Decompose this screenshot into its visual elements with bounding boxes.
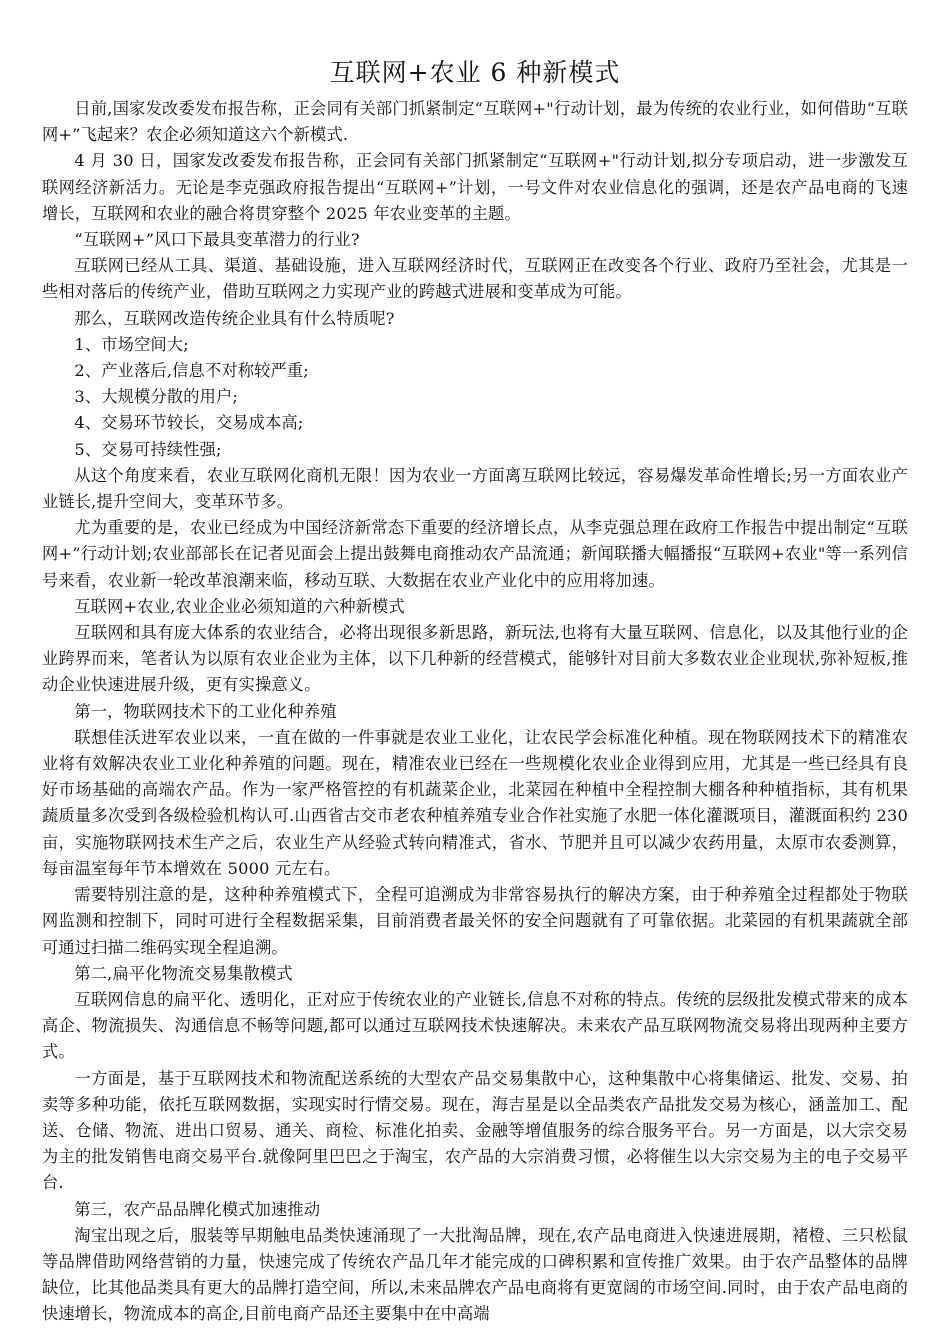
section-heading: 互联网+农业,农业企业必须知道的六种新模式 — [74, 596, 405, 616]
paragraph: 从这个角度来看，农业互联网化商机无限！因为农业一方面离互联网比较远，容易爆发革命性增长;另一方面农业产业链长,提升空间大，变革环节多。 — [42, 465, 908, 512]
paragraph: 互联网信息的扁平化、透明化，正对应于传统农业的产业链长,信息不对称的特点。传统的层级批发模式带来的成本高企、物流损失、沟通信息不畅等问题,都可以通过互联网技术快速解决。未来农产品互联网物流交易将出现两种主要方式。 — [42, 989, 908, 1062]
paragraph: 互联网已经从工具、渠道、基础设施，进入互联网经济时代，互联网正在改变各个行业、政府乃至社会，尤其是一些相对落后的传统产业，借助互联网之力实现产业的跨越式进展和变革成为可能。 — [42, 256, 908, 302]
paragraph: 需要特别注意的是，这种种养殖模式下，全程可追溯成为非常容易执行的解决方案，由于种养殖全过程都处于物联网监测和控制下，同时可进行全程数据采集，目前消费者最关怀的安全问题就有了可靠依据。北菜园的有机果蔬就全部可通过扫描二维码实现全程追溯。 — [42, 885, 908, 957]
list-item: 1、市场空间大; — [74, 334, 189, 354]
list-item: 4、交易环节较长，交易成本高; — [74, 413, 304, 433]
paragraph: 一方面是，基于互联网技术和物流配送系统的大型农产品交易集散中心，这种集散中心将集储运、批发、交易、拍卖等多种功能，依托互联网数据，实现实时行情交易。现在，海吉星是以全品类农产品批发交易为核心，涵盖加工、配送、仓储、物流、进出口贸易、通关、商检、标准化拍卖、金融等增值服务的综合服务平台。另一方面是，以大宗交易为主的批发销售电商交易平台.就像阿里巴巴之于淘宝，农产品的大宗消费习惯，必将催生以大宗交易为主的电子交易平台. — [42, 1068, 908, 1193]
paragraph: 尤为重要的是，农业已经成为中国经济新常态下重要的经济增长点，从李克强总理在政府工作报告中提出制定“互联网+”行动计划;农业部部长在记者见面会上提出鼓舞电商推动农产品流通；新闻联播大幅播报“互联网+农业"等一系列信号来看，农业新一轮改革浪潮来临，移动互联、大数据在农业产业化中的应用将加速。 — [42, 518, 908, 590]
paragraph: 日前,国家发改委发布报告称，正会同有关部门抓紧制定“互联网+"行动计划，最为传统的农业行业，如何借助“互联网+”飞起来？农企必须知道这六个新模式. — [42, 99, 908, 145]
list-item: 5、交易可持续性强; — [74, 439, 222, 459]
document-body — [42, 96, 908, 1328]
paragraph: 4 月 30 日，国家发改委发布报告称，正会同有关部门抓紧制定“互联网+"行动计划,拟分专项启动，进一步激发互联网经济新活力。无论是李克强政府报告提出“互联网+”计划，一号文件对农业信息化的强调，还是农产品电商的飞速增长，互联网和农业的融合将贯穿整个 2025 年农业变革的主题。 — [42, 151, 908, 223]
list-item: 3、大规模分散的用户; — [74, 387, 239, 407]
paragraph: 淘宝出现之后，服装等早期触电品类快速涌现了一大批淘品牌，现在,农产品电商进入快速进展期，褚橙、三只松鼠等品牌借助网络营销的力量，快速完成了传统农产品几年才能完成的口碑积累和宣传推广效果。由于农产品整体的品牌缺位，比其他品类具有更大的品牌打造空间，所以,未来品牌农产品电商将有更宽阔的市场空间.同时，由于农产品电商的快速增长，物流成本的高企,目前电商产品还主要集中在中高端 — [42, 1225, 908, 1324]
section-heading: 第一，物联网技术下的工业化种养殖 — [74, 701, 337, 721]
section-heading: 第三，农产品品牌化模式加速推动 — [74, 1199, 321, 1219]
document-title: 互联网+农业 6 种新模式 — [329, 58, 621, 87]
section-heading: 第二,扁平化物流交易集散模式 — [74, 963, 293, 983]
paragraph: 互联网和具有庞大体系的农业结合，必将出现很多新思路，新玩法,也将有大量互联网、信息化，以及其他行业的企业跨界而来，笔者认为以原有农业企业为主体，以下几种新的经营模式，能够针对目前大多数农业企业现状,弥补短板,推动企业快速进展升级，更有实操意义。 — [42, 623, 908, 695]
section-heading: “互联网+”风口下最具变革潜力的行业? — [74, 230, 360, 250]
paragraph: 联想佳沃进军农业以来，一直在做的一件事就是农业工业化，让农民学会标准化种植。现在物联网技术下的精准农业将有效解决农业工业化种养殖的问题。现在，精准农业已经在一些规模化农业企业得到应用，尤其是一些已经具有良好市场基础的高端农产品。作为一家严格管控的有机蔬菜企业，北菜园在种植中全程控制大棚各种种植指标，其有机果蔬质量多次受到各级检验机构认可.山西省古交市老农种植养殖专业合作社实施了水肥一体化灌溉项目，灌溉面积约 230 亩，实施物联网技术生产之后，农业生产从经验式转向精准式，省水、节肥并且可以减少农药用量，太原市农委测算，每亩温室每年节本增效在 5000 元左右。 — [42, 727, 908, 878]
list-item: 2、产业落后,信息不对称较严重; — [74, 361, 309, 381]
paragraph: 那么，互联网改造传统企业具有什么特质呢? — [74, 308, 395, 328]
